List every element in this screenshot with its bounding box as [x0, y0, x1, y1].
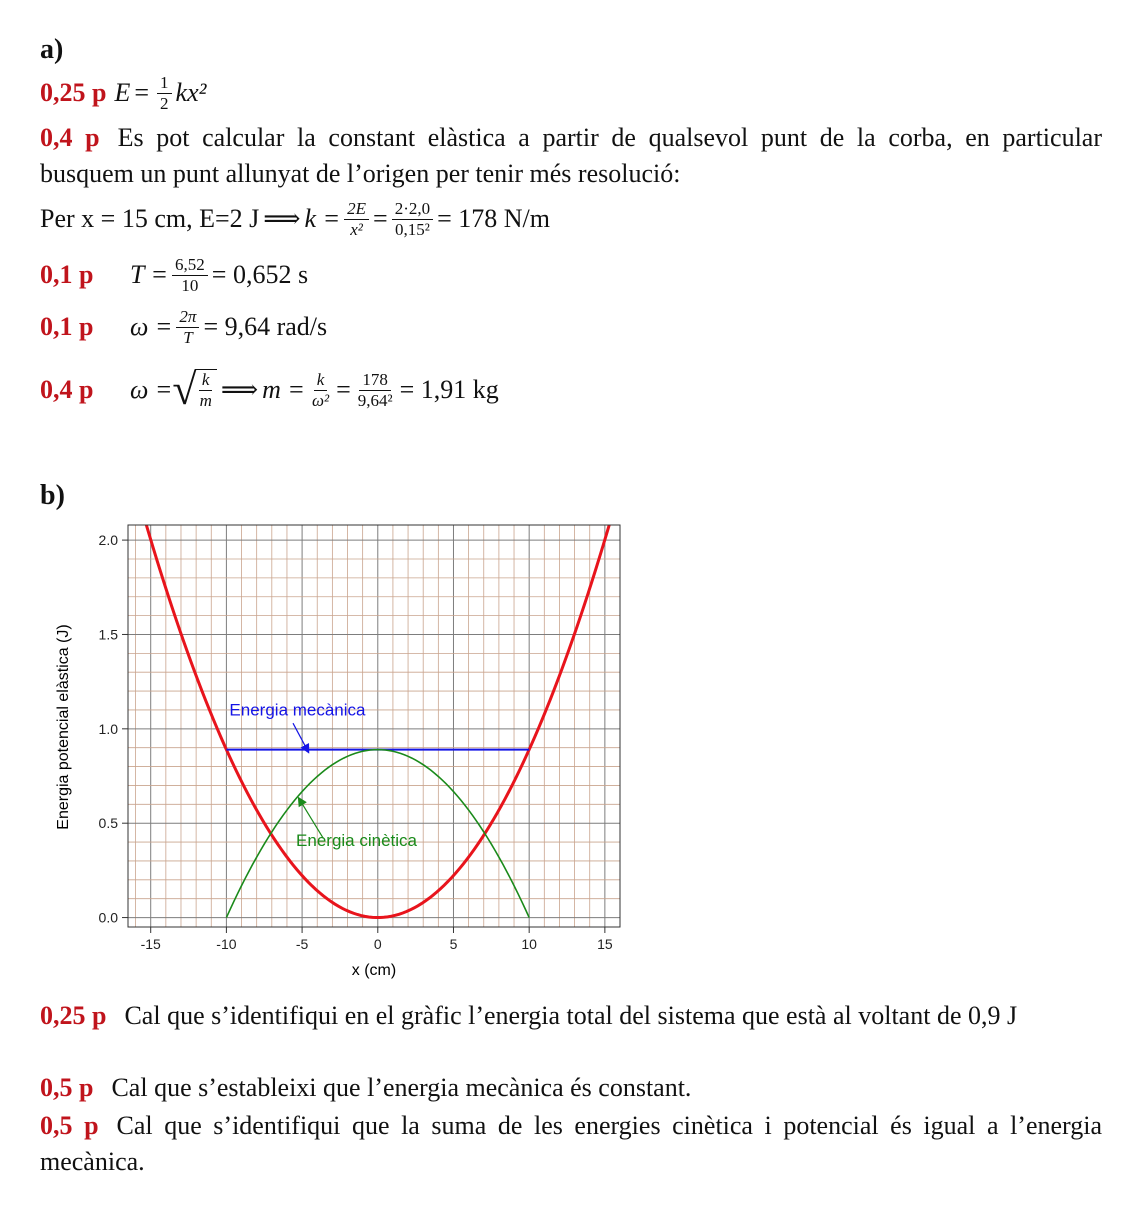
mass-result: = 1,91 kg [399, 375, 499, 404]
frac-den: ω² [311, 390, 330, 410]
fraction-k-m [197, 370, 215, 411]
criterion-text: Cal que s’identifiqui que la suma de les energies cinètica i potencial és igual a l’energia mecànica. [40, 1111, 1102, 1176]
points-label: 0,5 p [40, 1073, 94, 1102]
points-label: 0,5 p [40, 1111, 99, 1140]
math-m: m = [262, 375, 305, 404]
radical-sign: √ [172, 365, 197, 414]
y-tick-label: 1.5 [98, 626, 118, 643]
math-T: T = [130, 260, 169, 289]
period-result: = 0,652 s [211, 260, 309, 289]
x-tick-label: 0 [373, 936, 382, 952]
frac-num: 1 [157, 73, 172, 94]
plot-frame [128, 525, 620, 927]
frac-num: 178 [359, 370, 391, 391]
frac-num: 2E [344, 199, 369, 220]
implies-arrow: ⟹ [220, 375, 259, 404]
chart-axes [99, 525, 620, 952]
fraction-2pi-T [176, 307, 199, 348]
points-label: 0,4 p [40, 375, 94, 404]
math-E: E [114, 78, 131, 107]
fraction-2E-x2 [344, 199, 369, 240]
frac-num: 6,52 [172, 255, 208, 276]
criterion-text: Cal que s’estableixi que l’energia mecànica és constant. [111, 1073, 692, 1102]
sqrt-k-m [172, 365, 216, 414]
frac-num: 2·2,0 [392, 199, 433, 220]
frac-den: 9,64² [357, 390, 393, 410]
annotation-kinetic-energy: Energia cinètica [296, 830, 418, 850]
line-mass [40, 362, 499, 418]
y-tick-label: 2.0 [98, 532, 118, 549]
x-axis-label: x (cm) [351, 962, 397, 979]
criterion-energy-sum [40, 1108, 1102, 1180]
math-eq: = [373, 204, 388, 233]
math-k: k = [304, 204, 341, 233]
line-omega [40, 302, 327, 352]
math-kx2: kx² [175, 78, 207, 107]
frac-den: x² [350, 219, 363, 239]
math-eq: = [336, 375, 351, 404]
line-period [40, 250, 308, 300]
omega-result: = 9,64 rad/s [203, 312, 328, 341]
frac-num: k [314, 370, 328, 391]
series-potential-energy [111, 515, 640, 918]
section-a-label: a) [40, 34, 64, 65]
fraction-half [157, 73, 172, 114]
energy-chart [40, 515, 640, 985]
line-k-calc [40, 194, 550, 244]
frac-den: 2 [160, 93, 169, 113]
paragraph-constant [40, 120, 1102, 192]
math-omega: ω = [130, 375, 173, 404]
frac-den: 10 [181, 275, 199, 295]
frac-den: m [199, 391, 212, 410]
frac-den: 0,15² [394, 219, 430, 239]
k-result: = 178 N/m [437, 204, 550, 233]
section-b-label: b) [40, 480, 65, 511]
k-prefix: Per x = 15 cm, E=2 J [40, 204, 260, 233]
x-tick-label: -15 [140, 936, 161, 952]
x-tick-label: 15 [597, 936, 613, 952]
fraction-mass-values [355, 370, 396, 411]
math-eq: = [134, 78, 150, 107]
y-axis-label: Energia potencial elàstica (J) [55, 624, 72, 830]
frac-num: k [199, 370, 213, 391]
criterion-energy-total [40, 998, 1102, 1034]
points-label: 0,1 p [40, 312, 94, 341]
chart-series [111, 515, 640, 918]
fraction-k-omega2 [309, 370, 332, 411]
frac-num: 2π [176, 307, 199, 328]
line-energy-formula [40, 70, 206, 116]
y-tick-label: 0.5 [98, 815, 118, 832]
chart-grid [128, 525, 620, 927]
points-label: 0,1 p [40, 260, 94, 289]
fraction-values [392, 199, 433, 240]
points-label: 0,25 p [40, 1001, 107, 1030]
fraction-period [172, 255, 208, 296]
y-tick-label: 0.0 [98, 909, 118, 926]
x-tick-label: 5 [449, 936, 458, 952]
implies-arrow: ⟹ [263, 204, 301, 233]
math-omega: ω = [130, 312, 173, 341]
x-tick-label: 10 [521, 936, 537, 952]
points-label: 0,25 p [40, 78, 107, 107]
x-tick-label: -5 [295, 936, 309, 952]
points-label: 0,4 p [40, 123, 100, 152]
frac-den: T [183, 327, 193, 347]
paragraph-text: Es pot calcular la constant elàstica a partir de qualsevol punt de la corba, en particular busquem un punt allunyat de l’origen per tenir més resolució: [40, 123, 1102, 188]
annotation-mechanical-energy: Energia mecànica [229, 700, 366, 720]
x-tick-label: -10 [216, 936, 237, 952]
criterion-text: Cal que s’identifiqui en el gràfic l’energia total del sistema que està al voltant de 0,9 J [124, 1001, 1018, 1030]
criterion-mechanical-constant [40, 1070, 1102, 1106]
chart-annotations [229, 701, 417, 850]
y-tick-label: 1.0 [98, 720, 118, 737]
